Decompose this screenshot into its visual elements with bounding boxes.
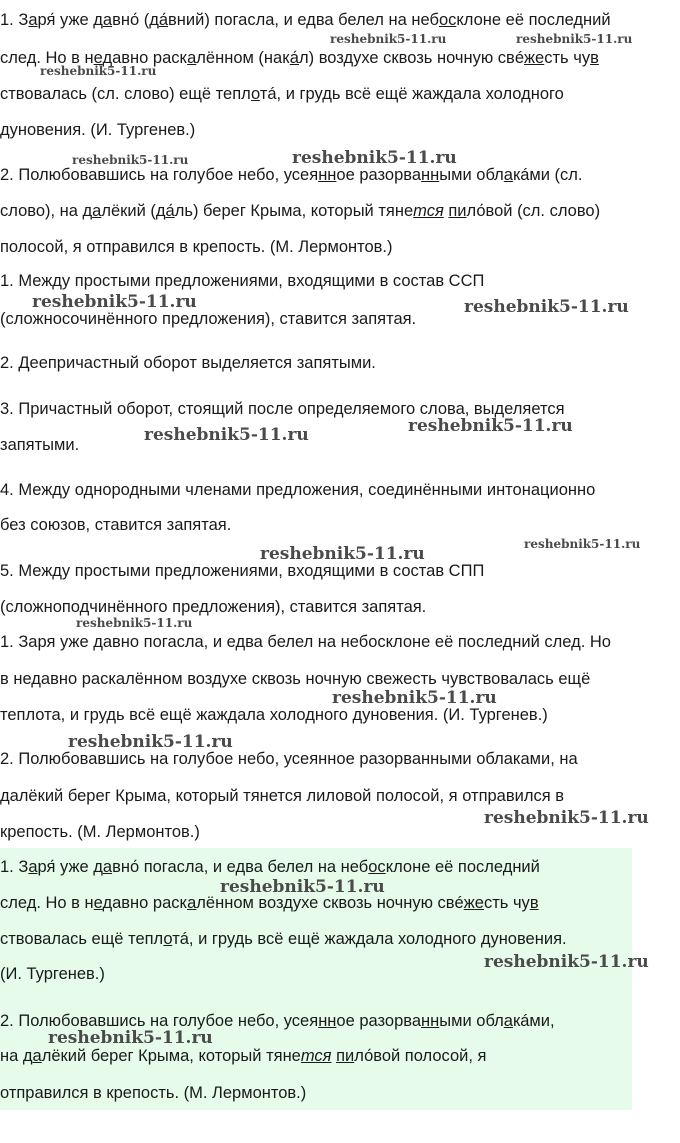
answer-marked-line-2: след. Но в недавно раскалённом воздухе сквозь ночную свéжесть чув	[0, 894, 539, 912]
watermark: reshebnik5-11.ru	[32, 292, 197, 312]
sentence-2-line-2: слово), на далёкий (да́ль) берег Крыма, который тянется пило́вой (сл. слово)	[0, 202, 601, 220]
watermark: reshebnik5-11.ru	[220, 877, 385, 897]
sentence-2-line-3: полосой, я отправился в крепость. (М. Лермонтов.)	[0, 238, 393, 256]
sentence-1-line-4: дуновения. (И. Тургенев.)	[0, 121, 196, 139]
sentence-1-line-3: ствовалась (сл. слово) ещё теплотá, и грудь всё ещё жаждала холодного	[0, 85, 564, 103]
answer-marked-line-1: 1. Заря́ уже давно́ погасла, и едва белел на небосклоне её последний	[0, 858, 540, 876]
watermark: reshebnik5-11.ru	[40, 64, 157, 78]
answer-marked-line-5: 2. Полюбовавшись на голубое небо, усеянное разорванными облакáми,	[0, 1012, 555, 1030]
watermark: reshebnik5-11.ru	[484, 808, 649, 828]
watermark: reshebnik5-11.ru	[464, 297, 629, 317]
rule-4-line-1: 4. Между однородными членами предложения, соединёнными интонационно	[0, 481, 596, 499]
rule-5-line-2: (сложноподчинённого предложения), ставится запятая.	[0, 598, 427, 616]
watermark: reshebnik5-11.ru	[408, 416, 573, 436]
watermark: reshebnik5-11.ru	[292, 148, 457, 168]
watermark: reshebnik5-11.ru	[524, 537, 641, 551]
rule-1-line-1: 1. Между простыми предложениями, входящими в состав ССП	[0, 272, 485, 290]
rule-1-line-2: (сложносочинённого предложения), ставится запятая.	[0, 310, 417, 328]
watermark: reshebnik5-11.ru	[332, 688, 497, 708]
answer-plain-line-2: в недавно раскалённом воздухе сквозь ночную свежесть чувствовалась ещё	[0, 670, 591, 688]
answer-marked-line-4: (И. Тургенев.)	[0, 965, 105, 983]
answer-marked-line-3: ствовалась ещё теплотá, и грудь всё ещё жаждала холодного дуновения.	[0, 930, 567, 948]
watermark: reshebnik5-11.ru	[484, 952, 649, 972]
watermark: reshebnik5-11.ru	[68, 732, 233, 752]
watermark: reshebnik5-11.ru	[72, 153, 189, 167]
watermark: reshebnik5-11.ru	[516, 32, 633, 46]
rule-5-line-1: 5. Между простыми предложениями, входящими в состав СПП	[0, 562, 485, 580]
answer-plain-line-3: теплота, и грудь всё ещё жаждала холодного дуновения. (И. Тургенев.)	[0, 706, 548, 724]
watermark: reshebnik5-11.ru	[48, 1028, 213, 1048]
answer-plain-line-5: далёкий берег Крыма, который тянется лиловой полосой, я отправился в	[0, 787, 565, 805]
answer-marked-line-6: на далёкий берег Крыма, который тянется пило́вой полосой, я	[0, 1047, 487, 1065]
answer-marked-line-7: отправился в крепость. (М. Лермонтов.)	[0, 1084, 307, 1102]
watermark: reshebnik5-11.ru	[144, 425, 309, 445]
sentence-2-line-1: 2. Полюбовавшись на голубое небо, усеянное разорванными облакáми (сл.	[0, 166, 583, 184]
answer-plain-line-6: крепость. (М. Лермонтов.)	[0, 823, 200, 841]
rule-3-line-2: запятыми.	[0, 436, 80, 454]
watermark: reshebnik5-11.ru	[76, 616, 193, 630]
answer-plain-line-4: 2. Полюбовавшись на голубое небо, усеянное разорванными облаками, на	[0, 750, 578, 768]
answer-plain-line-1: 1. Заря уже давно погасла, и едва белел на небосклоне её последний след. Но	[0, 633, 611, 651]
rule-4-line-2: без союзов, ставится запятая.	[0, 516, 232, 534]
watermark: reshebnik5-11.ru	[260, 544, 425, 564]
sentence-1-line-2: след. Но в недавно раскалённом (нака́л) воздухе сквозь ночную свéжесть чув	[0, 49, 599, 67]
rule-2: 2. Деепричастный оборот выделяется запятыми.	[0, 354, 376, 372]
sentence-1-line-1: 1. Заря́ уже давно́ (да́вний) погасла, и едва белел на небосклоне её последний	[0, 11, 611, 29]
watermark: reshebnik5-11.ru	[330, 32, 447, 46]
rule-3-line-1: 3. Причастный оборот, стоящий после определяемого слова, выделяется	[0, 400, 565, 418]
